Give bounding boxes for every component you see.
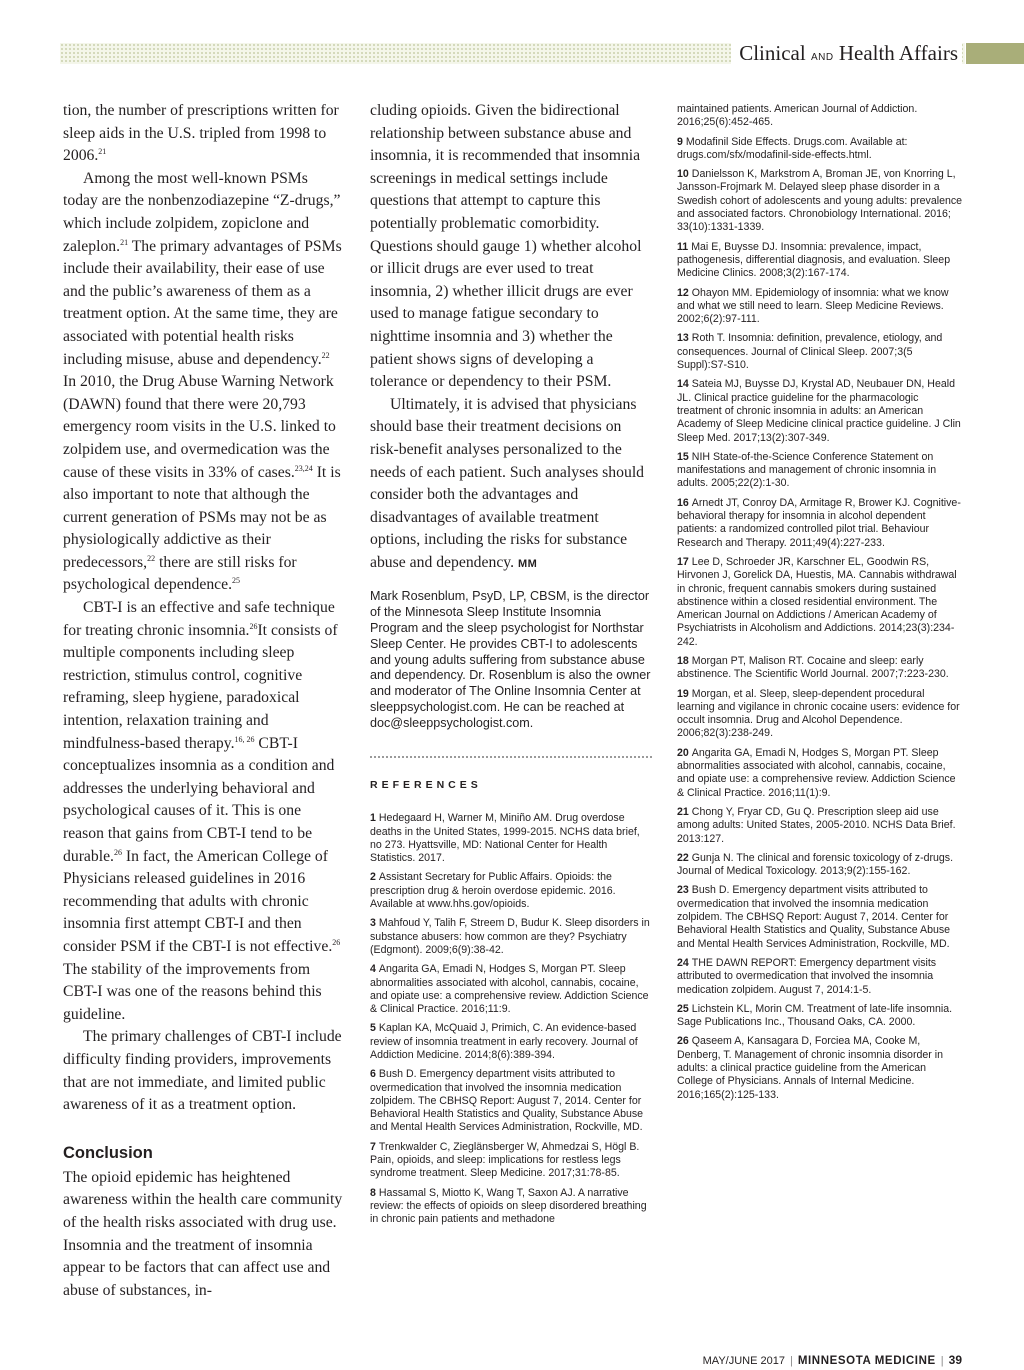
reference-text: Mahfoud Y, Talih F, Streem D, Budur K. Sleep disorders in substance abusers: how common are they? Psychiatry (Edgmont). 2009;6(9):38-42. bbox=[370, 917, 650, 956]
reference-item bbox=[677, 556, 963, 649]
reference-item bbox=[677, 957, 963, 997]
reference-text: Angarita GA, Emadi N, Hodges S, Morgan PT. Sleep abnormalities associated with alcohol, cannabis, cocaine, and opiate use: a comprehensive review. Addiction Science & Clinical Practice. 2016;11:9. bbox=[370, 963, 649, 1016]
reference-text: Gunja N. The clinical and forensic toxicology of z-drugs. Journal of Medical Toxicology. 2013;9(2):155-162. bbox=[677, 851, 954, 878]
page-footer bbox=[703, 1353, 962, 1367]
citation: 25 bbox=[232, 576, 241, 586]
reference-item bbox=[677, 136, 963, 163]
reference-item bbox=[370, 1068, 652, 1134]
section-title-clinical: Clinical bbox=[739, 41, 806, 65]
reference-number: 13 bbox=[677, 332, 689, 345]
reference-text: NIH State-of-the-Science Conference Statement on manifestations and management of chronic insomnia in adults. 2005;22(2):1-30. bbox=[677, 450, 937, 490]
end-mark: MM bbox=[517, 557, 538, 570]
reference-number: 19 bbox=[677, 687, 689, 700]
reference-text: Morgan, et al. Sleep, sleep-dependent procedural learning and vigilance in chronic cocaine users: evidence for occult insomnia. Drug and Alcohol Dependence. 2006;82(3):238-249. bbox=[677, 687, 960, 740]
reference-item bbox=[677, 241, 963, 281]
reference-text: Hedegaard H, Warner M, Miniño AM. Drug overdose deaths in the United States, 1999-2015. NCHS data brief, no 273. Hyattsville, MD: National Center for Health Statistics. 2017. bbox=[370, 812, 640, 865]
article-column-left bbox=[63, 100, 345, 1302]
page-number: 39 bbox=[948, 1353, 962, 1367]
paragraph: CBT-I is an effective and safe technique for treating chronic insomnia.$^{26}$It consists of multiple components including sleep restriction, stimulus control, cognitive reframing, sleep hygiene, paradoxical intention, relaxation training and mindfulness-based therapy.$^{16, 26}$ CBT-I conceptualizes insomnia as a condition and addresses the underlying behavioral and psychological causes of it. This is one reason that gains from CBT-I tend to be durable.$^{26}$ In fact, the American College of Physicians released guidelines in 2016 recommending that adults with chronic insomnia first attempt CBT-I and then consider PSM if the CBT-I is not effective.$^{26}$ The stability of the improvements from CBT-I was one of the reasons behind this guideline. bbox=[63, 599, 341, 1023]
paragraph: The opioid epidemic has heightened awareness within the health care community of the health risks associated with drug use. Insomnia and the treatment of insomnia appear to be factors that can affect use and abuse of substances, in- bbox=[63, 1168, 343, 1299]
reference-number: 17 bbox=[677, 555, 689, 568]
citation: 22 bbox=[321, 350, 330, 360]
reference-text: Mai E, Buysse DJ. Insomnia: prevalence, impact, pathogenesis, differential diagnosis, and evaluation. Sleep Medicine Clinics. 2008;3(2):167-174. bbox=[677, 240, 951, 280]
article-column-middle bbox=[370, 100, 652, 1233]
reference-text: Arnedt JT, Conroy DA, Armitage R, Brower KJ. Cognitive-behavioral therapy for insomnia in alcohol dependent patients: a randomized controlled pilot trial. Behaviour Research and Therapy. 2011;49(4):227-233. bbox=[677, 496, 961, 549]
reference-number: 11 bbox=[677, 240, 689, 253]
reference-number: 16 bbox=[677, 496, 689, 509]
paragraph: tion, the number of prescriptions written for sleep aids in the U.S. tripled from 1998 to 2006.21 bbox=[63, 102, 339, 165]
reference-text: Hassamal S, Miotto K, Wang T, Saxon AJ. A narrative review: the effects of opioids on sleep disordered breathing in chronic pain patients and methadone bbox=[370, 1186, 647, 1226]
reference-text: Morgan PT, Malison RT. Cocaine and sleep: early abstinence. The Scientific World Journal. 2007;7:223-230. bbox=[677, 654, 949, 681]
reference-number: 24 bbox=[677, 956, 689, 969]
references-list-right bbox=[677, 103, 963, 1108]
reference-text: Lee D, Schroeder JR, Karschner EL, Goodwin RS, Hirvonen J, Gorelick DA, Huestis, MA. Cannabis withdrawal in chronic, frequent cannabis smokers during sustained abstinence within a closed residential environment. The American Journal on Addictions / American Academy of Psychiatrists in Alcoholism and Addictions. 2014;23(3):234-242. bbox=[677, 555, 957, 648]
reference-item bbox=[677, 884, 963, 950]
reference-number: 14 bbox=[677, 378, 689, 391]
reference-item bbox=[370, 1022, 652, 1062]
citation: 16, 26 bbox=[234, 734, 255, 744]
reference-item bbox=[677, 747, 963, 800]
reference-item bbox=[370, 1187, 652, 1227]
citation: 23,24 bbox=[294, 463, 313, 473]
reference-item bbox=[677, 852, 963, 879]
reference-item bbox=[677, 655, 963, 682]
footer-issue: MAY/JUNE 2017 bbox=[702, 1355, 785, 1367]
footer-separator: | bbox=[789, 1355, 793, 1367]
reference-text: Trenkwalder C, Zieglänsberger W, Ahmedzai S, Högl B. Pain, opioids, and sleep: implications for restless legs syndrome treatment. Sleep Medicine. 2017;31:78-85. bbox=[370, 1140, 640, 1180]
paragraph: The primary challenges of CBT-I include difficulty finding providers, improvements that are not immediate, and limited public awareness of it as a treatment option. bbox=[63, 1028, 342, 1114]
reference-item bbox=[677, 168, 963, 234]
reference-item bbox=[677, 103, 963, 130]
reference-text: Modafinil Side Effects. Drugs.com. Available at: drugs.com/sfx/modafinil-side-effects.html. bbox=[677, 135, 908, 161]
reference-number: 8 bbox=[370, 1186, 376, 1199]
reference-text: Kaplan KA, McQuaid J, Primich, C. An evidence-based review of insomnia treatment in early recovery. Journal of Addiction Medicine. 2014;8(6):389-394. bbox=[370, 1022, 638, 1061]
reference-item bbox=[677, 1003, 963, 1030]
reference-number: 3 bbox=[370, 917, 376, 930]
reference-text: THE DAWN REPORT: Emergency department visits attributed to overmedication that involved the insomnia medication zolpidem. August 7, 2014:1-5. bbox=[677, 956, 937, 996]
reference-item bbox=[370, 917, 652, 957]
paragraph: Ultimately, it is advised that physicians should base their treatment decisions on risk-benefit analyses personalized to the needs of each patient. Such analyses should consider both the advantages and disadvantages of available treatment options, including the risks for substance abuse and dependency. MM bbox=[370, 395, 645, 571]
reference-number: 9 bbox=[677, 135, 683, 148]
paragraph: cluding opioids. Given the bidirectional relationship between substance abuse and insomnia, it is recommended that insomnia screenings in medical settings include questions that attempt to capture this potentially problematic comorbidity. Questions should gauge 1) whether alcohol or illicit drugs are ever used to treat insomnia, 2) whether illicit drugs are ever used to manage fatigue secondary to nighttime insomnia and 3) whether the patient shows signs of developing a tolerance or dependency to their PSM. bbox=[370, 102, 642, 391]
reference-text: Bush D. Emergency department visits attributed to overmedication that involved the insomnia medication zolpidem. The CBHSQ Report: August 7, 2014. Center for Behavioral Health Statistics and Quality, Substance Abuse and Mental Health Services Administration, Rockville, MD. bbox=[370, 1068, 644, 1134]
reference-number: 22 bbox=[677, 851, 689, 864]
reference-number: 18 bbox=[677, 654, 689, 667]
header-color-tab bbox=[966, 43, 1024, 64]
reference-number: 15 bbox=[677, 450, 689, 463]
reference-text: Angarita GA, Emadi N, Hodges S, Morgan PT. Sleep abnormalities associated with alcohol, cannabis, cocaine, and opiate use: a comprehensive review. Addiction Science & Clinical Practice. 2016;11(1):9. bbox=[677, 746, 956, 799]
citation: 21 bbox=[98, 146, 107, 156]
reference-number: 20 bbox=[677, 746, 689, 759]
citation: 21 bbox=[120, 237, 129, 247]
reference-number: 4 bbox=[370, 963, 376, 976]
reference-item bbox=[677, 1035, 963, 1101]
reference-number: 7 bbox=[370, 1140, 376, 1153]
reference-number: 10 bbox=[677, 168, 689, 181]
citation: 26 bbox=[332, 937, 341, 947]
reference-text: Sateia MJ, Buysse DJ, Krystal AD, Neubauer DN, Heald JL. Clinical practice guideline for the pharmacologic treatment of chronic insomnia in adults: an American Academy of Sleep Medicine clinical practice guideline. J Clin Sleep Med. 2017;13(2):307-349. bbox=[677, 378, 961, 444]
reference-item bbox=[677, 378, 963, 444]
reference-item bbox=[677, 806, 963, 846]
citation: 22 bbox=[147, 553, 156, 563]
reference-number: 25 bbox=[677, 1002, 689, 1015]
reference-item bbox=[370, 963, 652, 1016]
reference-number: 1 bbox=[370, 812, 376, 825]
reference-number: 23 bbox=[677, 884, 689, 897]
references-heading: REFERENCES bbox=[370, 778, 482, 791]
reference-item bbox=[677, 497, 963, 550]
reference-text: maintained patients. American Journal of Addiction. 2016;25(6):452-465. bbox=[677, 103, 918, 129]
paragraph: Among the most well-known PSMs today are the nonbenzodiazepine “Z-drugs,” which include zolpidem, zopiclone and zaleplon.$^{21}$ The primary advantages of PSMs include their availability, their ease of use and the public’s awareness of them as a treatment option. At the same time, they are associated with potential health risks including misuse, abuse and dependency.$^{22}$ In 2010, the Drug Abuse Warning Network (DAWN) found that there were 20,793 emergency room visits in the U.S. linked to zolpidem use, and overmedication was the cause of these visits in 33% of cases.$^{23,24}$ It is also important to note that although the current generation of PSMs may not be as physiologically addictive as their predecessors,$^{22}$ there are still risks for psychological dependence.$^{25}$ bbox=[63, 169, 342, 594]
citation: 26 bbox=[249, 621, 258, 631]
reference-item bbox=[677, 287, 963, 327]
reference-text: Lichstein KL, Morin CM. Treatment of late-life insomnia. Sage Publications Inc., Thousand Oaks, CA. 2000. bbox=[677, 1002, 953, 1029]
reference-text: Bush D. Emergency department visits attributed to overmedication that involved the insomnia medication zolpidem. The CBHSQ Report: August 7, 2014. Center for Behavioral Health Statistics and Quality, Substance Abuse and Mental Health Services Administration, Rockville, MD. bbox=[677, 884, 951, 950]
reference-number: 2 bbox=[370, 871, 376, 884]
citation: 26 bbox=[113, 847, 122, 857]
reference-item bbox=[370, 871, 652, 911]
section-title bbox=[731, 41, 962, 65]
reference-item bbox=[677, 332, 963, 372]
reference-number: 5 bbox=[370, 1022, 376, 1035]
reference-text: Roth T. Insomnia: definition, prevalence, etiology, and consequences. Journal of Clinical Sleep. 2007;3(5 Suppl):S7-S10. bbox=[677, 332, 943, 372]
divider bbox=[370, 756, 652, 758]
reference-number: 21 bbox=[677, 805, 689, 818]
reference-item bbox=[677, 451, 963, 491]
footer-separator: | bbox=[940, 1355, 944, 1367]
reference-text: Qaseem A, Kansagara D, Forciea MA, Cooke M, Denberg, T. Management of chronic insomnia disorder in adults: a clinical practice guideline from the American College of Physicians. Annals of Internal Medicine. 2016;165(2):125-133. bbox=[677, 1035, 943, 1101]
reference-number: 26 bbox=[677, 1035, 689, 1048]
reference-text: Danielsson K, Markstrom A, Broman JE, von Knorring L, Jansson-Frojmark M. Delayed sleep phase disorder in a Swedish cohort of adolescents and young adults: prevalence and associated factors. Chronobiology International. 2016; 33(10):1331-1339. bbox=[677, 168, 963, 234]
footer-magazine: MINNESOTA MEDICINE bbox=[797, 1355, 936, 1367]
references-list-middle bbox=[370, 812, 652, 1226]
reference-item bbox=[370, 1141, 652, 1181]
reference-item bbox=[370, 812, 652, 865]
author-bio: Mark Rosenblum, PsyD, LP, CBSM, is the director of the Minnesota Sleep Institute Insomnia Program and the sleep psychologist for Northstar Sleep Center. He provides CBT-I to adolescents and young adults suffering from substance abuse and dependency. Dr. Rosenblum is also the owner and moderator of The Online Insomnia Center at sleeppsychologist.com. He can be reached at doc@sleeppsychologist.com. bbox=[370, 589, 651, 730]
reference-item bbox=[677, 688, 963, 741]
reference-text: Ohayon MM. Epidemiology of insomnia: what we know and what we still need to learn. Sleep Medicine Reviews. 2002;6(2):97-111. bbox=[677, 286, 949, 326]
reference-number: 12 bbox=[677, 286, 689, 299]
conclusion-heading: Conclusion bbox=[63, 1143, 153, 1162]
reference-text: Assistant Secretary for Public Affairs. Opioids: the prescription drug & heroin overdose epidemic. 2016. Available at www.hhs.gov/opioids. bbox=[370, 871, 616, 911]
section-title-and: AND bbox=[810, 52, 834, 63]
reference-text: Chong Y, Fryar CD, Gu Q. Prescription sleep aid use among adults: United States, 2005-2010. NCHS Data Brief. 2013:127. bbox=[677, 805, 956, 845]
reference-number: 6 bbox=[370, 1068, 376, 1081]
section-title-health-affairs: Health Affairs bbox=[838, 41, 958, 65]
